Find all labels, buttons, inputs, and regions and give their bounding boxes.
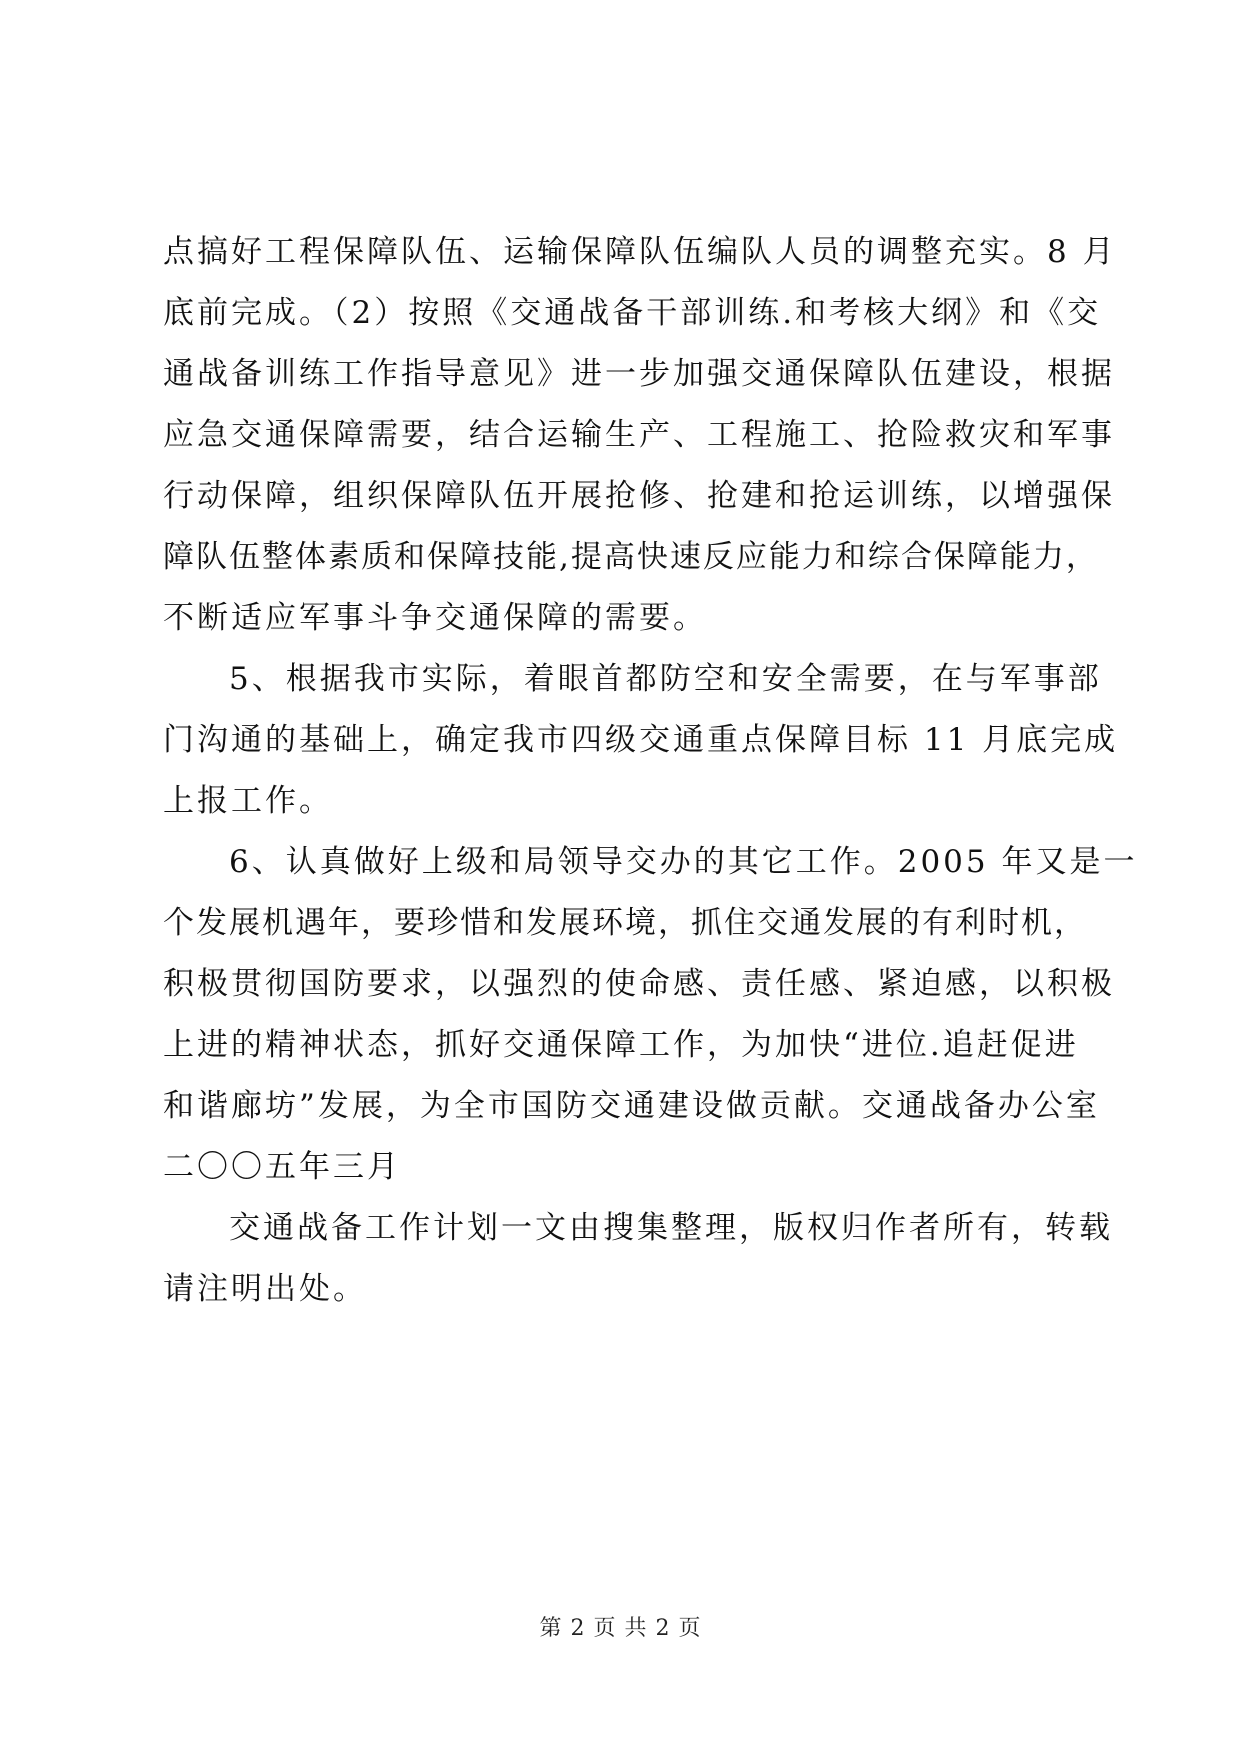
text-line: 障队伍整体素质和保障技能,提高快速反应能力和综合保障能力， [163, 539, 1099, 575]
text-line: 上进的精神状态，抓好交通保障工作，为加快“进位.追赶促进 [163, 1027, 1079, 1063]
document-body [163, 222, 1138, 1320]
paragraph-1 [163, 222, 1117, 649]
text-line: 个发展机遇年，要珍惜和发展环境，抓住交通发展的有利时机， [163, 905, 1087, 941]
text-line: 交通战备工作计划一文由搜集整理，版权归作者所有，转载 [229, 1210, 1113, 1246]
text-line: 5、根据我市实际，着眼首都防空和安全需要，在与军事部 [229, 661, 1102, 697]
text-line: 底前完成。（2）按照《交通战备干部训练.和考核大纲》和《交 [163, 295, 1102, 331]
text-line: 上报工作。 [163, 783, 333, 819]
text-line: 通战备训练工作指导意见》进一步加强交通保障队伍建设，根据 [163, 356, 1115, 392]
text-line: 行动保障，组织保障队伍开展抢修、抢建和抢运训练，以增强保 [163, 478, 1115, 514]
text-line: 点搞好工程保障队伍、运输保障队伍编队人员的调整充实。8 月 [163, 234, 1117, 270]
text-line: 6、认真做好上级和局领导交办的其它工作。2005 年又是一 [229, 844, 1138, 880]
text-line: 积极贯彻国防要求，以强烈的使命感、责任感、紧迫感，以积极 [163, 966, 1115, 1002]
text-line: 请注明出处。 [163, 1271, 367, 1307]
paragraph-4 [163, 1198, 1113, 1320]
text-line: 应急交通保障需要，结合运输生产、工程施工、抢险救灾和军事 [163, 417, 1115, 453]
paragraph-2 [163, 649, 1119, 832]
text-line: 不断适应军事斗争交通保障的需要。 [163, 600, 707, 636]
text-line: 二〇〇五年三月 [163, 1149, 401, 1185]
page-number-footer: 第 2 页 共 2 页 [539, 1616, 702, 1641]
text-line: 和谐廊坊”发展，为全市国防交通建设做贡献。交通战备办公室 [163, 1088, 1100, 1124]
text-line: 门沟通的基础上，确定我市四级交通重点保障目标 11 月底完成 [163, 722, 1119, 758]
paragraph-3 [163, 832, 1138, 1198]
